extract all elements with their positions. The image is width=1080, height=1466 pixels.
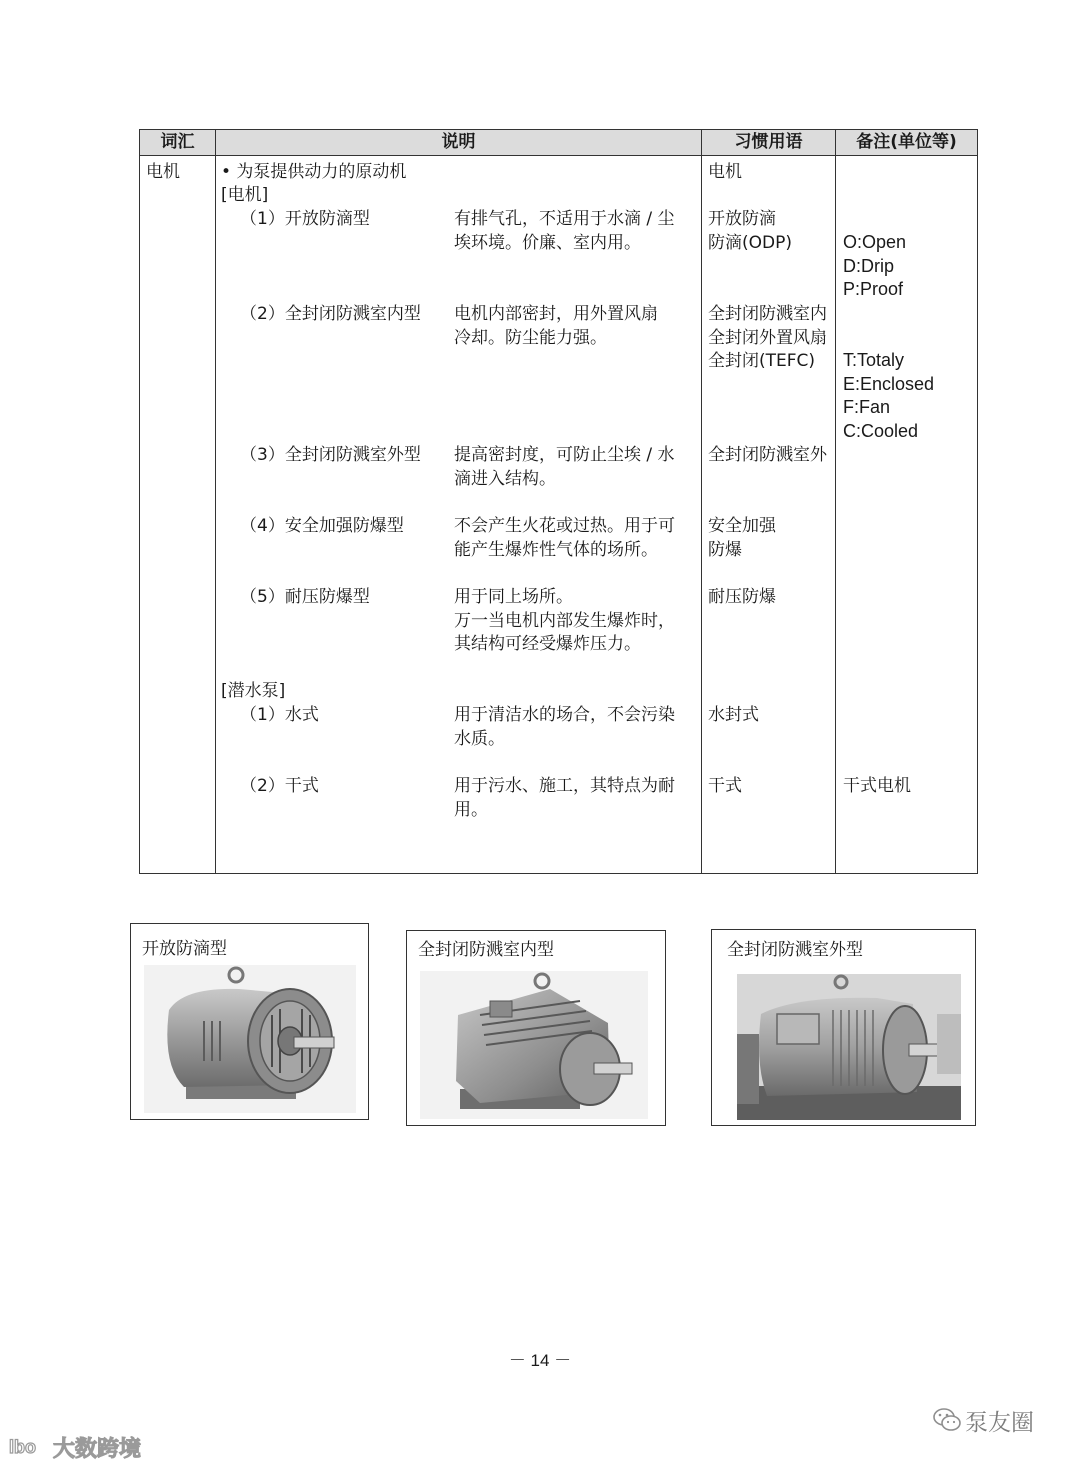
watermark-left: [7, 1432, 147, 1460]
photo-box-open-drip: [130, 923, 369, 1120]
motor-section-label: [电机]: [221, 185, 269, 205]
page-number: － 14 －: [508, 1351, 572, 1370]
row-desc-line: 用于同上场所。: [454, 587, 573, 607]
column-divider: [835, 129, 836, 874]
tefc-indoor-motor-photo-icon: [420, 971, 648, 1119]
row-desc-line: 其结构可经受爆炸压力。: [454, 634, 641, 654]
row-desc-line: 能产生爆炸性气体的场所。: [454, 540, 658, 560]
row-desc-line: 用。: [454, 800, 488, 820]
row-desc-line: 用于污水、施工，其特点为耐: [454, 776, 675, 796]
column-divider: [215, 129, 216, 874]
term-cell: 电机: [146, 162, 180, 182]
row-desc-line: 水质。: [454, 729, 505, 749]
photo-box-tefc-outdoor: [711, 929, 976, 1126]
row-desc-line: 用于清洁水的场合，不会污染: [454, 705, 675, 725]
watermark-right: [932, 1402, 1052, 1438]
row-common-line: 全封闭防溅室外: [708, 445, 827, 465]
row-desc-line: 万一当电机内部发生爆炸时，: [454, 611, 675, 631]
photo-caption: 全封闭防溅室内型: [418, 940, 554, 960]
common-intro: 电机: [708, 162, 742, 182]
remark-line: F:Fan: [843, 397, 891, 417]
remark-line: D:Drip: [843, 256, 895, 276]
row-desc-line: 不会产生火花或过热。用于可: [454, 516, 675, 536]
row-desc-line: 有排气孔，不适用于水滴 / 尘: [454, 209, 675, 229]
row-common-line: 安全加强: [708, 516, 776, 536]
row-name: （1）水式: [240, 705, 319, 725]
row-common-line: 防滴(ODP): [708, 233, 792, 253]
wechat-icon: [932, 1406, 962, 1434]
open-drip-proof-motor-photo-icon: [144, 965, 356, 1113]
remark-line: C:Cooled: [843, 421, 919, 441]
svg-text:lbo: lbo: [9, 1437, 36, 1457]
remark-line: O:Open: [843, 232, 907, 252]
photo-caption: 全封闭防溅室外型: [727, 940, 863, 960]
row-name: （3）全封闭防溅室外型: [240, 445, 421, 465]
row-common-line: 干式: [708, 776, 742, 796]
header-term: 词汇: [160, 132, 195, 152]
row-name: （2）全封闭防溅室内型: [240, 304, 421, 324]
row-desc-line: 提高密封度，可防止尘埃 / 水: [454, 445, 675, 465]
row-name: （4）安全加强防爆型: [240, 516, 404, 536]
intro-text: • 为泵提供动力的原动机: [221, 162, 407, 182]
row-desc-line: 滴进入结构。: [454, 469, 556, 489]
remark-line: T:Totaly: [843, 350, 905, 370]
row-common-line: 水封式: [708, 705, 759, 725]
row-common-line: 开放防滴: [708, 209, 776, 229]
header-common-term: 习惯用语: [734, 132, 803, 152]
header-remarks: 备注(单位等): [856, 132, 957, 152]
watermark-logo-icon: [7, 1434, 49, 1458]
row-name: （5）耐压防爆型: [240, 587, 370, 607]
remark-line: 干式电机: [843, 776, 911, 796]
header-description: 说明: [441, 132, 476, 152]
row-name: （2）干式: [240, 776, 319, 796]
row-desc-line: 冷却。防尘能力强。: [454, 328, 607, 348]
remark-line: P:Proof: [843, 279, 904, 299]
pump-section-label: [潜水泵]: [221, 681, 286, 701]
row-desc-line: 埃环境。价廉、室内用。: [454, 233, 641, 253]
row-common-line: 防爆: [708, 540, 742, 560]
photo-caption: 开放防滴型: [142, 939, 227, 959]
row-common-line: 全封闭(TEFC): [708, 351, 816, 371]
watermark-left-text: 大数跨境: [53, 1437, 142, 1462]
remark-line: E:Enclosed: [843, 374, 935, 394]
watermark-right-text: 泵友圈: [965, 1410, 1034, 1436]
row-common-line: 耐压防爆: [708, 587, 776, 607]
row-common-line: 全封闭防溅室内: [708, 304, 827, 324]
photo-box-tefc-indoor: [406, 930, 666, 1126]
tefc-outdoor-motor-photo-icon: [737, 974, 961, 1120]
column-divider: [701, 129, 702, 874]
row-name: （1）开放防滴型: [240, 209, 370, 229]
row-common-line: 全封闭外置风扇: [708, 328, 827, 348]
row-desc-line: 电机内部密封，用外置风扇: [454, 304, 658, 324]
